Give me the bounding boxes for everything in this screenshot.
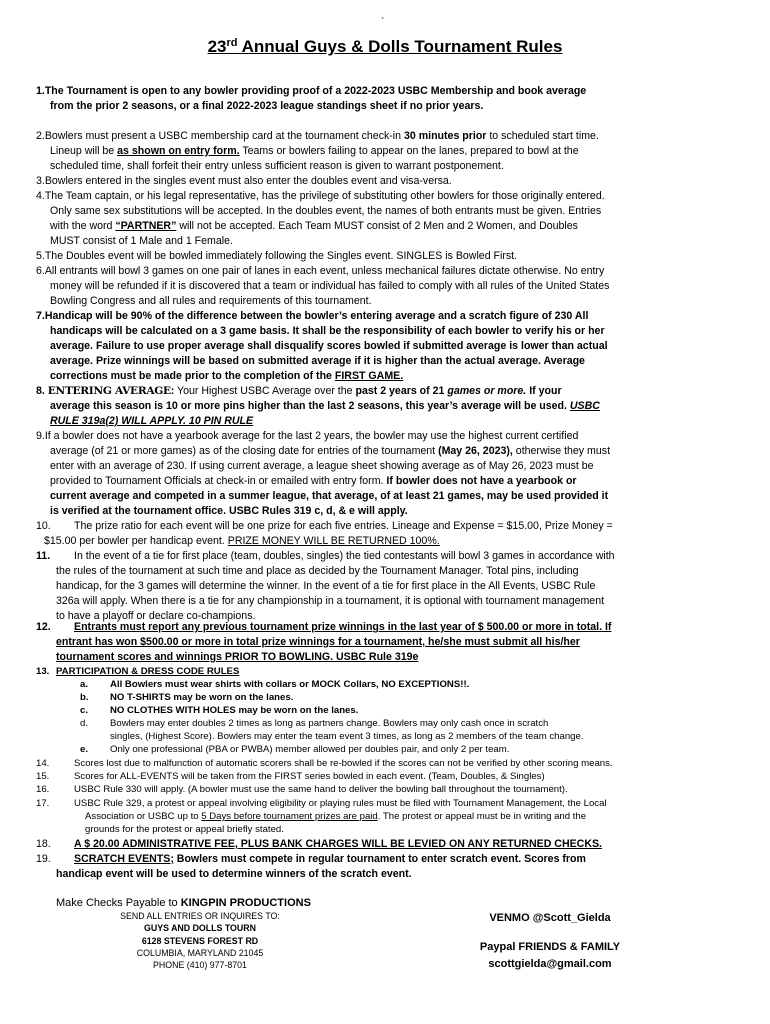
rule-11-line-3: handicap, for the 3 games will determine the winner. In the event of a tie for first place in the All Events, USBC Rule [56, 580, 596, 592]
rule-13d-text-2: singles, (Highest Score). Bowlers may enter the team event 3 times, as long as 2 members of the team change. [110, 731, 584, 742]
rule-15-number: 15. [36, 771, 50, 782]
rule-14-text: Scores lost due to malfunction of automatic scorers shall be re-bowled if the scores can not be verified by other scoring means. [74, 758, 613, 769]
rule-11-number: 11. [36, 550, 51, 562]
rule-4-line-3: with the word “PARTNER” will not be accepted. Each Team MUST consist of 2 Men and 2 Women, and Doubles [50, 220, 578, 232]
rule-8-line-3: RULE 319a(2) WILL APPLY. 10 PIN RULE [50, 415, 254, 427]
rule-12-line-3: tournament scores and winnings PRIOR TO BOWLING. USBC Rule 319e [56, 651, 419, 663]
paypal-label: Paypal FRIENDS & FAMILY [479, 941, 621, 953]
rule-7-line-4: average. Prize winnings will be based on submitted average if it is higher than the actual average. Average [50, 355, 585, 367]
checks-payable: Make Checks Payable to KINGPIN PRODUCTIONS [56, 897, 311, 909]
stray-mark: ` [381, 17, 385, 28]
rule-13-number: 13. [36, 666, 50, 677]
address-line-2: GUYS AND DOLLS TOURN [144, 923, 256, 933]
rule-2-line-3: scheduled time, shall forfeit their entry unless sufficient reason is given to warrant postponement. [50, 160, 504, 172]
rule-13a-text: All Bowlers must wear shirts with collars or MOCK Collars, NO EXCEPTIONS!!. [110, 679, 470, 690]
rule-9-line-5: current average and competed in a summer league, that average, of at least 21 games, may be used provided it [50, 490, 609, 502]
rule-10-number: 10. [36, 520, 51, 532]
rule-9-line-1: 9.If a bowler does not have a yearbook average for the last 2 years, the bowler may use the highest current certified [36, 430, 579, 442]
rule-19-number: 19. [36, 853, 51, 865]
rule-9-line-4: provided to Tournament Officials at check-in or emailed with entry form. If bowler does not have a yearbook or [50, 475, 577, 487]
rule-9-line-3: enter with an average of 230. If using current average, a league sheet showing average as of May 26, 2023 must be [50, 460, 594, 472]
rule-13a-marker: a. [80, 679, 89, 690]
rule-17-number: 17. [36, 798, 50, 809]
rule-3: 3.Bowlers entered in the singles event must also enter the doubles event and visa-versa. [36, 175, 452, 187]
address-line-1: SEND ALL ENTRIES OR INQUIRES TO: [120, 911, 280, 921]
rule-7-line-5: corrections must be made prior to the completion of the FIRST GAME. [50, 370, 404, 382]
rule-6-line-2: money will be refunded if it is discovered that a team or individual has failed to comply with all rules of the United States [50, 280, 610, 292]
rule-11-line-4: 326a will apply. When there is a tie for any championship in a tournament, it is optional with tournament management [56, 595, 605, 607]
rule-13b-marker: b. [80, 692, 89, 703]
rule-2-line-2: Lineup will be as shown on entry form. Teams or bowlers failing to appear on the lanes, prepared to bowl at the [50, 145, 579, 157]
venmo-handle: VENMO @Scott_Gielda [489, 912, 611, 924]
rule-9-line-2: average (of 21 or more games) as of the closing date for entries of the tournament (May 26, 2023), otherwise they must [50, 445, 611, 457]
rule-16-number: 16. [36, 784, 50, 795]
address-line-4: COLUMBIA, MARYLAND 21045 [136, 948, 264, 958]
rule-4-line-4: MUST consist of 1 Male and 1 Female. [50, 235, 233, 247]
rule-11-line-2: the rules of the tournament at such time and place as decided by the Tournament Manager. Total pins, including [56, 565, 579, 577]
rule-6-line-1: 6.All entrants will bowl 3 games on one pair of lanes in each event, unless mechanical failures dictate otherwise. No entry [36, 265, 605, 277]
rule-6-line-3: Bowling Congress and all rules and requirements of this tournament. [50, 295, 372, 307]
rule-19-line-1: SCRATCH EVENTS; Bowlers must compete in regular tournament to enter scratch event. Scores from [74, 853, 586, 865]
rule-13-heading: PARTICIPATION & DRESS CODE RULES [56, 666, 240, 677]
rule-8-line-2: average this season is 10 or more pins higher than the last 2 seasons, this year’s average will be used. USBC [50, 400, 600, 412]
rule-10-line-2: $15.00 per bowler per handicap event. PRIZE MONEY WILL BE RETURNED 100%. [44, 535, 440, 547]
rule-13e-text: Only one professional (PBA or PWBA) member allowed per doubles pair, and only 2 per team. [110, 744, 510, 755]
rule-17-line-2: Association or USBC up to 5 Days before tournament prizes are paid. The protest or appeal must be in writing and the [85, 811, 587, 822]
rule-1-line-1: 1.The Tournament is open to any bowler providing proof of a 2022-2023 USBC Membership and book average [36, 85, 587, 97]
rule-15-text: Scores for ALL-EVENTS will be taken from the FIRST series bowled in each event. (Team, Doubles, & Singles) [74, 771, 545, 782]
rule-11-line-5: to have a playoff or declare co-champions. [56, 610, 256, 622]
rule-13d-text: Bowlers may enter doubles 2 times as long as partners change. Bowlers may only cash once in scratch [110, 718, 549, 729]
rule-7-line-2: handicaps will be calculated on a 3 game basis. It shall be the responsibility of each bowler to verify his or her [50, 325, 605, 337]
rule-14-number: 14. [36, 758, 50, 769]
paypal-email: scottgielda@gmail.com [488, 958, 612, 970]
address-line-3: 6128 STEVENS FOREST RD [141, 936, 259, 946]
rule-13d-marker: d. [80, 718, 89, 729]
rule-7-line-3: average. Failure to use proper average shall disqualify scores bowled if submitted average is lower than actual [50, 340, 608, 352]
address-line-5: PHONE (410) 977-8701 [153, 960, 247, 970]
rule-4-line-2: Only same sex substitutions will be accepted. In the doubles event, the names of both entrants must be given. Entries [50, 205, 602, 217]
rule-8-line-1: 8. ENTERING AVERAGE: Your Highest USBC Average over the past 2 years of 21 games or more. If your [36, 385, 562, 397]
rule-18-number: 18. [36, 838, 51, 850]
rule-1-line-2: from the prior 2 seasons, or a final 2022-2023 league standings sheet if no prior years. [50, 100, 484, 112]
rule-5: 5.The Doubles event will be bowled immediately following the Singles event. SINGLES is Bowled First. [36, 250, 518, 262]
rule-7-line-1: 7.Handicap will be 90% of the difference between the bowler’s entering average and a scratch figure of 230 All [36, 310, 589, 322]
rule-18-text: A $ 20.00 ADMINISTRATIVE FEE, PLUS BANK CHARGES WILL BE LEVIED ON ANY RETURNED CHECKS. [74, 838, 602, 850]
rule-9-line-6: is verified at the tournament office. USBC Rules 319 c, d, & e will apply. [50, 505, 408, 517]
rule-4-line-1: 4.The Team captain, or his legal representative, has the privilege of substituting other bowlers for those originally entered. [36, 190, 605, 202]
rule-13b-text: NO T-SHIRTS may be worn on the lanes. [110, 692, 294, 703]
rule-17-line-1: USBC Rule 329, a protest or appeal involving eligibility or playing rules must be filed with Tournament Management, the Local [74, 798, 607, 809]
rule-19-line-2: handicap event will be used to determine winners of the scratch event. [56, 868, 412, 880]
rule-13c-marker: c. [80, 705, 89, 716]
rule-11-line-1: In the event of a tie for first place (team, doubles, singles) the tied contestants will bowl 3 games in accordance with [74, 550, 615, 562]
rule-13e-marker: e. [80, 744, 89, 755]
rule-12-number: 12. [36, 621, 51, 633]
rule-2-line-1: 2.Bowlers must present a USBC membership card at the tournament check-in 30 minutes prior to scheduled start time. [36, 130, 599, 142]
rule-13c-text: NO CLOTHES WITH HOLES may be worn on the lanes. [110, 705, 359, 716]
rule-17-line-3: grounds for the protest or appeal briefly stated. [85, 824, 284, 835]
rule-16-text: USBC Rule 330 will apply. (A bowler must use the same hand to deliver the bowling ball throughout the tournament). [74, 784, 568, 795]
rule-12-line-2: entrant has won $500.00 or more in total prize winnings for a tournament, he/she must submit all his/her [56, 636, 580, 648]
rule-12-line-1: Entrants must report any previous tournament prize winnings in the last year of $ 500.00 or more in total. If [74, 621, 612, 633]
page-title: 23rd Annual Guys & Dolls Tournament Rules [207, 37, 563, 56]
rule-10-line-1: The prize ratio for each event will be one prize for each five entries. Lineage and Expense = $15.00, Prize Money = [74, 520, 613, 532]
